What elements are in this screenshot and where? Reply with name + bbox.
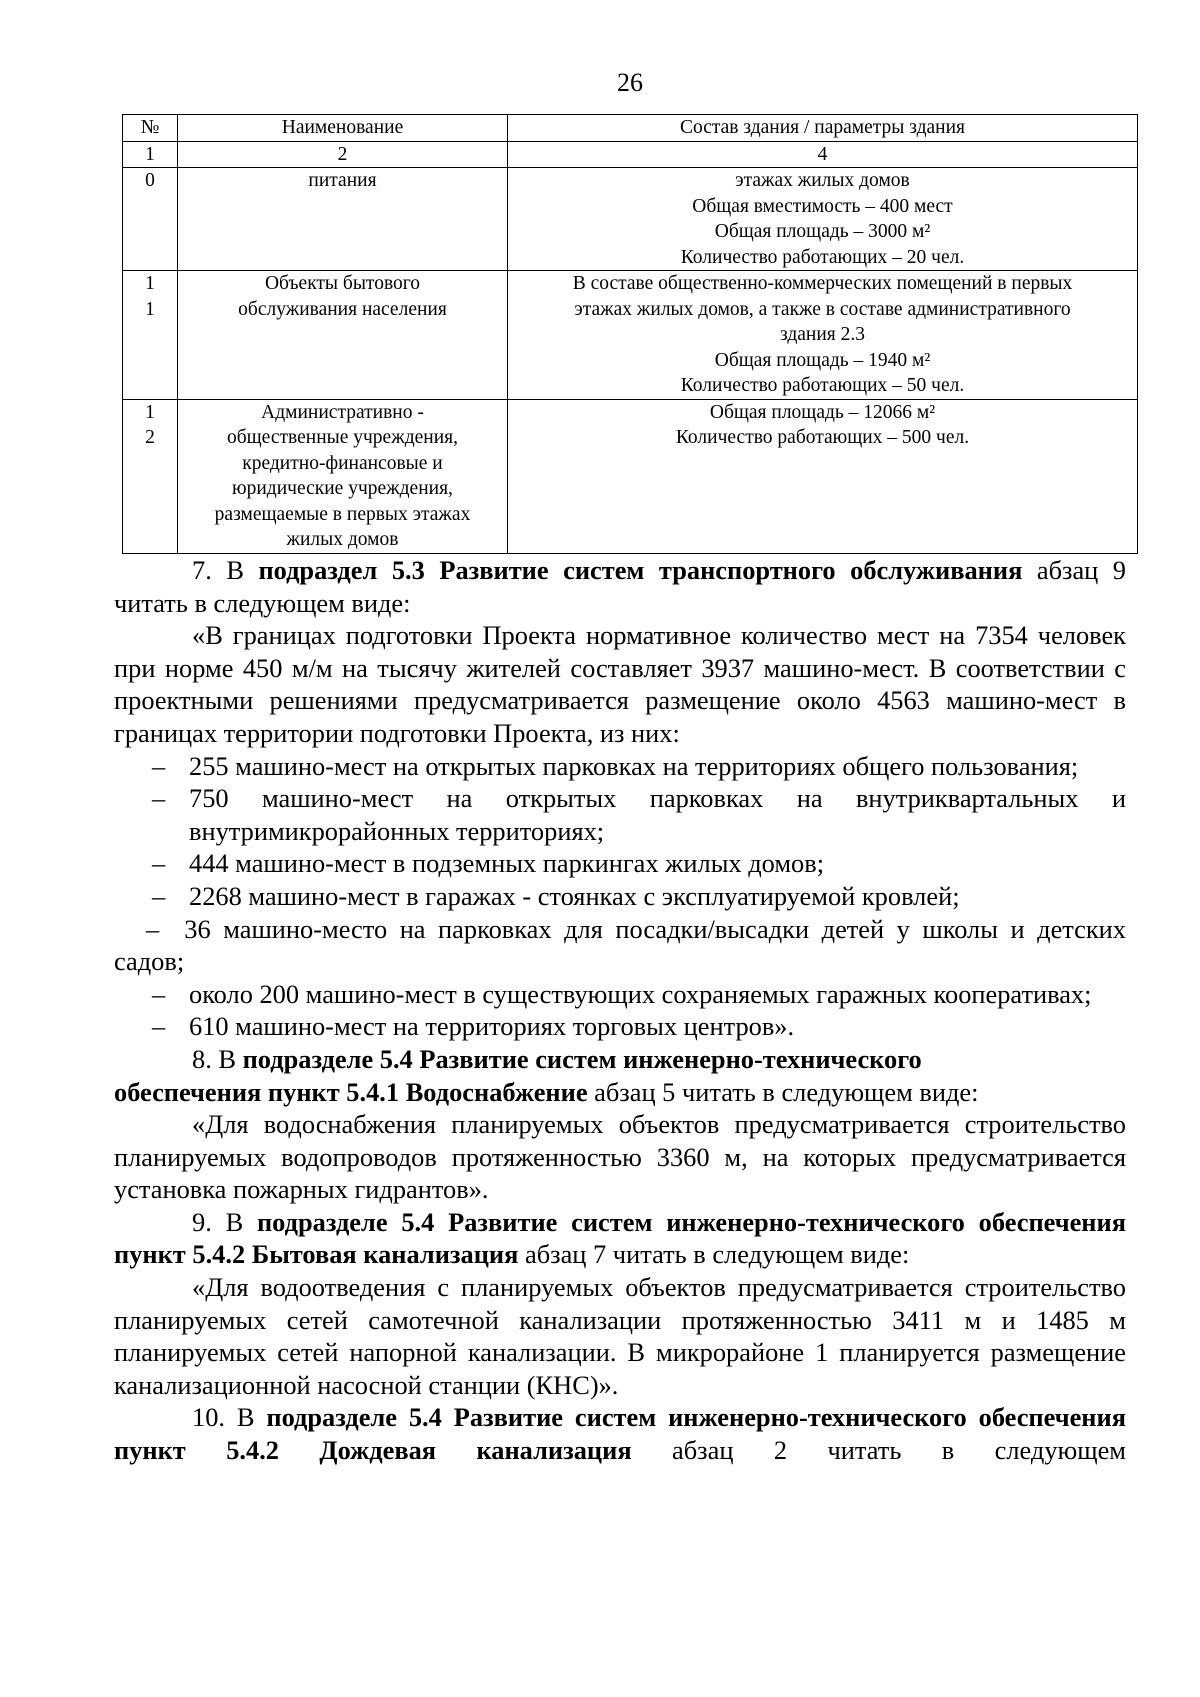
paragraph-8-quote: «Для водоснабжения планируемых объектов предусматривается строительство планируемых водопроводов протяженностью 3360 м, на которых предусматривается установка пожарных гидрантов». [114,1109,1126,1205]
table-row [123,168,1138,271]
table-header-row [123,115,1138,142]
row-name: Объекты бытового обслуживания населения [178,271,508,400]
list-item: – 444 машино-мест в подземных паркингах жилых домов; [152,848,825,879]
paragraph-9: 9. В подразделе 5.4 Развитие систем инженерно-технического обеспечения пункт 5.4.2 Бытовая канализация абзац 7 читать в следующем виде: [114,1206,1126,1270]
list-item: – 610 машино-мест на территориях торговых центров». [152,1011,795,1042]
table-row [123,399,1138,553]
list-item: – 2268 машино-мест в гаражах - стоянках с эксплуатируемой кровлей; [152,880,960,911]
paragraph-8: 8. В подразделе 5.4 Развитие систем инженерно-технического обеспечения пункт 5.4.1 Водоснабжение абзац 5 читать в следующем виде: [114,1043,979,1107]
list-item: – 750 машино-мест на открытых парковках на внутриквартальных и внутримикрорайонных территориях; [152,783,1126,846]
row-params: В составе общественно-коммерческих помещений в первых этажах жилых домов, а также в составе административного здания 2.3 Общая площадь – 1940 м² Количество работающих – 50 чел. [508,271,1138,400]
index-cell: 1 [123,141,178,168]
buildings-table [122,114,1138,554]
row-number: 0 [123,168,178,271]
row-params: этажах жилых домов Общая вместимость – 400 мест Общая площадь – 3000 м² Количество работающих – 20 чел. [508,168,1138,271]
header-number: № [123,115,178,142]
header-name: Наименование [178,115,508,142]
paragraph-7-quote: «В границах подготовки Проекта нормативное количество мест на 7354 человек при норме 450 м/м на тысячу жителей составляет 3937 машино-мест. В соответствии с проектными решениями предусматривается размещение около 4563 машино-мест в границах территории подготовки Проекта, из них: [114,620,1126,748]
parking-list [114,750,1126,913]
table-index-row [123,141,1138,168]
row-number: 1 2 [123,399,178,553]
index-cell: 4 [508,141,1138,168]
header-params: Состав здания / параметры здания [508,115,1138,142]
paragraph-7: 7. В подраздел 5.3 Развитие систем транспортного обслуживания абзац 9 читать в следующем виде: [114,555,1126,618]
parking-list-tail [114,978,1126,1043]
index-cell: 2 [178,141,508,168]
paragraph-10: 10. В подразделе 5.4 Развитие систем инженерно-технического обеспечения пункт 5.4.2 Дождевая канализация абзац 2 читать в следующем [114,1402,1126,1466]
row-params: Общая площадь – 12066 м² Количество работающих – 500 чел. [508,399,1138,553]
page-number: 26 [617,68,643,97]
row-number: 1 1 [123,271,178,400]
row-name: питания [178,168,508,271]
list-item: – около 200 машино-мест в существующих сохраняемых гаражных кооперативах; [152,978,1092,1009]
list-item: – 255 машино-мест на открытых парковках на территориях общего пользования; [152,750,1079,781]
paragraph-9-quote: «Для водоотведения с планируемых объектов предусматривается строительство планируемых сетей самотечной канализации протяженностью 3411 м и 1485 м планируемых сетей напорной канализации. В микрорайоне 1 планируется размещение канализационной насосной станции (КНС)». [114,1272,1126,1400]
table-row [123,271,1138,400]
document-body [114,554,1126,1467]
row-name: Административно - общественные учреждения, кредитно-финансовые и юридические учреждения, размещаемые в первых этажах жилых домов [178,399,508,553]
list-item-kids: – 36 машино-место на парковках для посадки/высадки детей у школы и детских садов; [114,913,1127,977]
